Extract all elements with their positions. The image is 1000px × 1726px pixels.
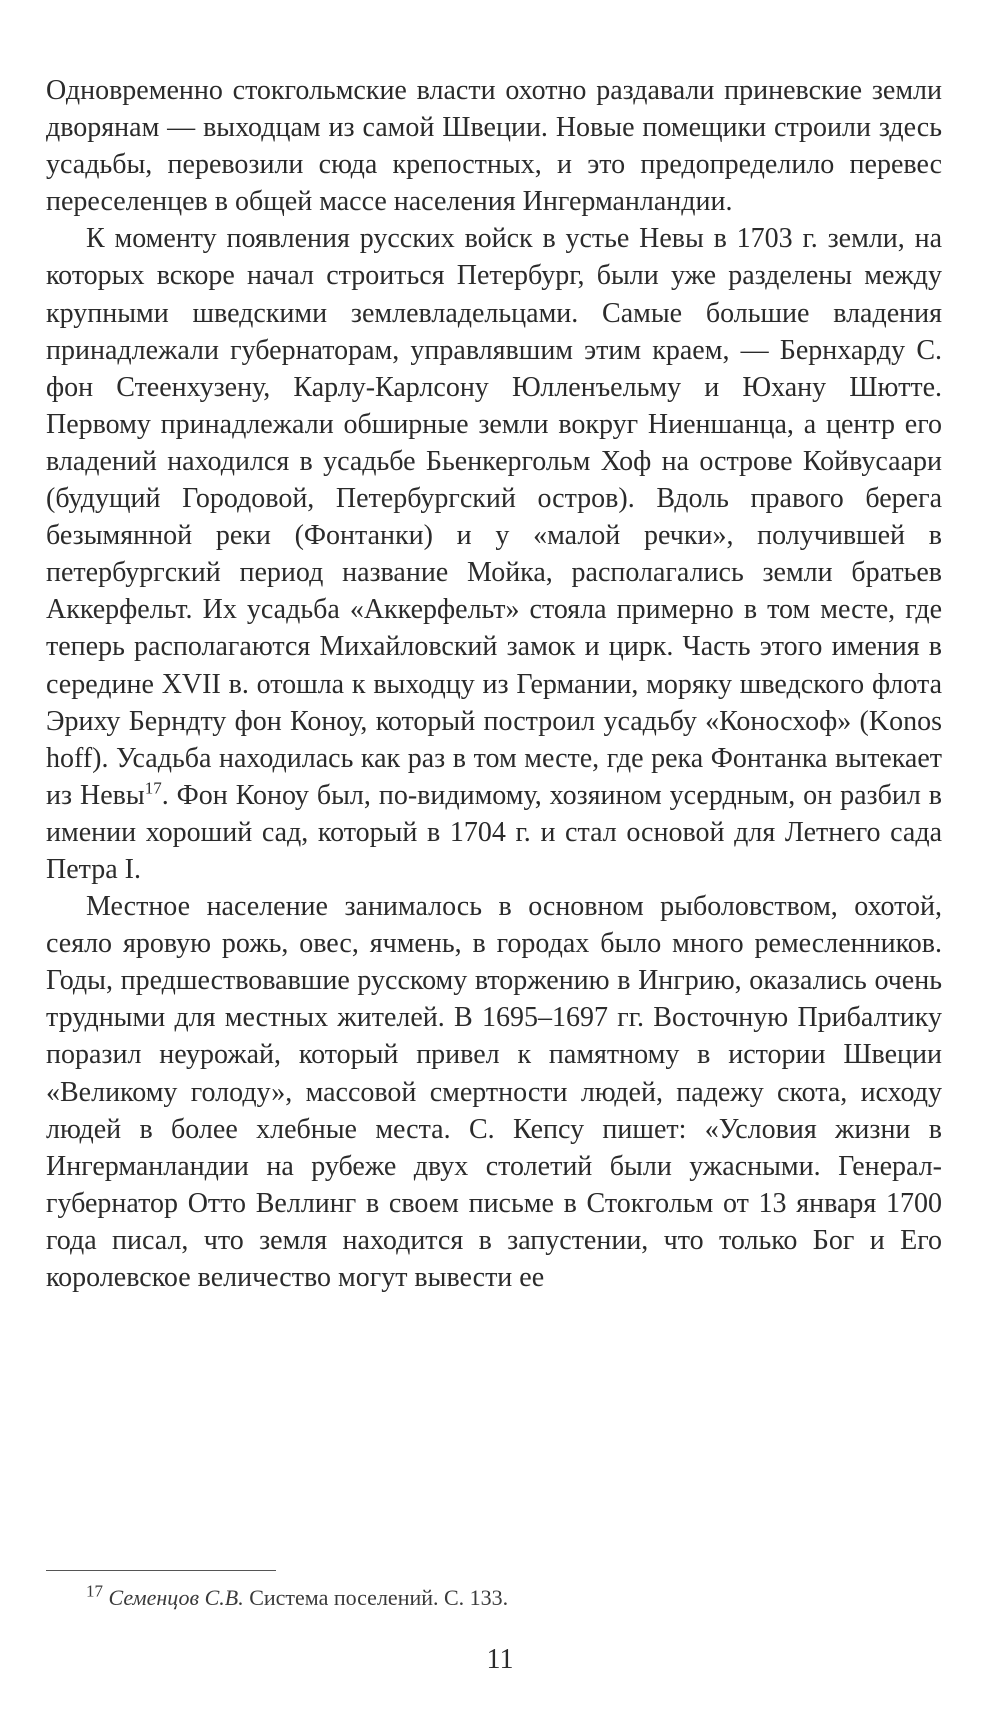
footnote-reference: 17 (144, 778, 162, 798)
paragraph-2-tail: . Фон Коноу был, по-видимому, хозяином усердным, он разбил в имении хороший сад, который в 1704 г. и стал основой для Летнего сада Петра I. (46, 779, 942, 885)
footnote-divider (46, 1570, 276, 1571)
paragraph-3: Местное население занималось в основном рыболовством, охотой, сеяло яровую рожь, овес, ячмень, в городах было много ремесленников. Годы, предшествовавшие русскому вторжению в Ингрию, оказались очень трудными для местных жителей. В 1695–1697 гг. Восточную Прибалтику поразил неурожай, который привел к памятному в истории Швеции «Великому голоду», массовой смертности людей, падежу скота, исходу людей в более хлебные места. С. Кепсу пишет: «Условия жизни в Ингерманландии на рубеже двух столетий были ужасными. Генерал-губернатор Отто Веллинг в своем письме в Стокгольм от 13 января 1700 года писал, что земля находится в запустении, что только Бог и Его королевское величество могут вывести ее (46, 891, 942, 1293)
paragraph-2-main: К моменту появления русских войск в устье Невы в 1703 г. земли, на которых вскоре начал строиться Петербург, были уже разделены между крупными шведскими землевладельцами. Самые большие владения принадлежали губернаторам, управлявшим этим краем, — Бернхарду С. фон Стеенхузену, Карлу-Карлсону Юлленъельму и Юхану Шютте. Первому принадлежали обширные земли вокруг Ниеншанца, а центр его владений находился в усадьбе Бьенкергольм Хоф на острове Койвусаари (будущий Городовой, Петербургский остров). Вдоль правого берега безымянной реки (Фонтанки) и у «малой речки», получившей в петербургский период название Мойка, располагались земли братьев Аккерфельт. Их усадьба «Аккерфельт» стояла примерно в том месте, где теперь располагаются Михайловский замок и цирк. Часть этого имения в середине XVII в. отошла к выходцу из Германии, моряку шведского флота Эриху Берндту фон Коноу, который построил усадьбу «Коносхоф» (Konos hoff). Усадьба находилась как раз в том месте, где река Фонтанка вытекает из Невы (46, 223, 942, 811)
paragraph-2 (46, 220, 942, 888)
footnote-text: Система поселений. С. 133. (249, 1585, 509, 1610)
page-body (46, 72, 942, 1296)
page-number: 11 (486, 1644, 514, 1675)
footnote-author: Семенцов С.В. (108, 1585, 244, 1610)
paragraph-1: Одновременно стокгольмские власти охотно раздавали приневские земли дворянам — выходцам из самой Швеции. Новые помещики строили здесь усадьбы, перевозили сюда крепостных, и это предопределило перевес переселенцев в общей массе населения Ингерманландии. (46, 75, 942, 218)
footnote (86, 1581, 906, 1612)
footnote-number: 17 (86, 1581, 103, 1601)
